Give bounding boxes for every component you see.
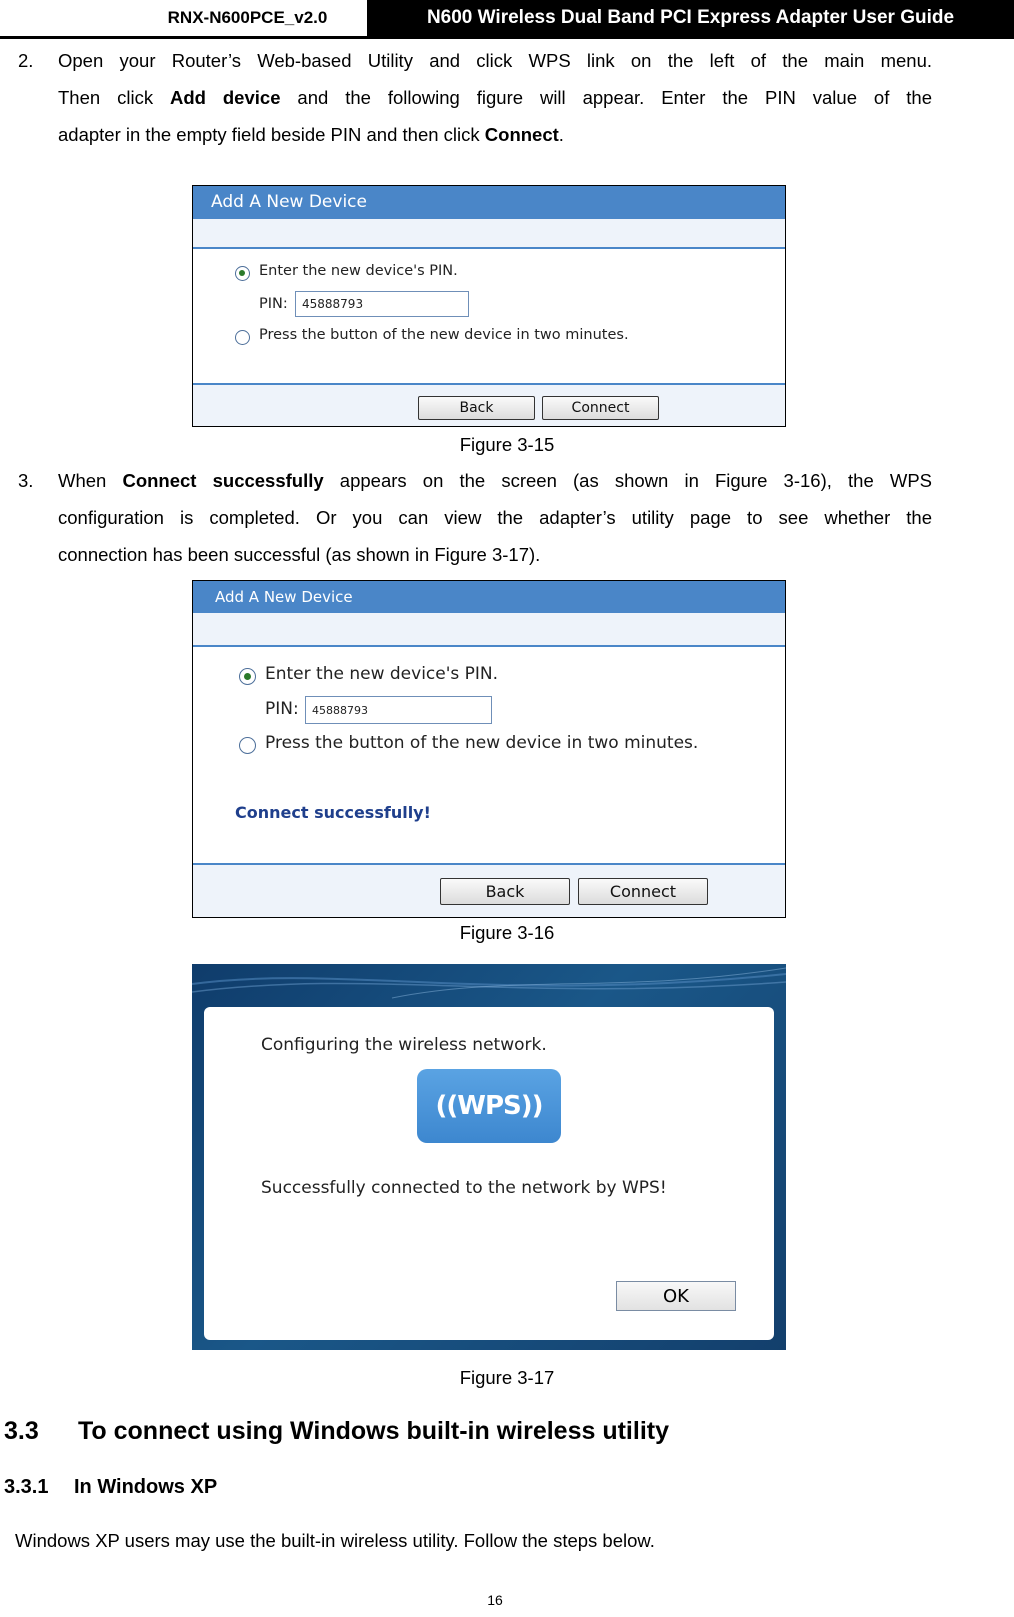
step2-line3 [58,116,932,153]
step2-line2 [58,79,932,116]
step2-text [58,42,932,153]
step3-number: 3. [18,470,34,491]
dialog-panel [204,1007,774,1340]
step2-connect: Connect [484,124,559,145]
header-rule [0,36,1014,39]
dialog-background-waves [192,964,786,1004]
step3-line1-a: When [58,470,123,491]
dialog-success-text: Successfully connected to the network by WPS! [261,1178,667,1198]
figure-3-16-caption: Figure 3-16 [459,922,555,943]
step2-line2-b: and the following figure will appear. Enter the PIN value of the [280,87,932,108]
dialog-configuring-text: Configuring the wireless network. [261,1035,547,1055]
fig16-connect-button[interactable]: Connect [578,878,708,905]
fig16-header: Add A New Device [193,581,785,613]
fig16-back-button[interactable]: Back [440,878,570,905]
step3-text [58,462,932,573]
step2-line3-a: adapter in the empty field beside PIN and then click [58,124,485,145]
step3-line1 [58,462,932,499]
fig16-success-message: Connect successfully! [235,803,431,822]
fig16-pin-input[interactable]: 45888793 [305,696,492,724]
step2-line3-b: . [558,124,564,145]
figure-3-16 [192,580,786,918]
fig15-header: Add A New Device [193,186,785,219]
fig15-radio-pin[interactable] [235,266,250,281]
step3-line1-b: appears on the screen (as shown in Figure 3-16), the WPS [323,470,933,491]
step2-add-device: Add device [170,87,281,108]
figure-3-17-caption: Figure 3-17 [459,1367,555,1388]
page-number: 16 [487,1592,503,1608]
fig15-band [193,219,785,249]
dialog-ok-button[interactable]: OK [616,1281,736,1311]
wps-icon: ((WPS)) [417,1069,561,1143]
header-model: RNX-N600PCE_v2.0 [128,0,367,36]
step2-line1: Open your Router’s Web-based Utility and click WPS link on the left of the main menu. [58,50,932,71]
fig15-connect-button[interactable]: Connect [542,396,659,420]
fig15-option1: Enter the new device's PIN. [259,263,458,279]
figure-3-15-caption: Figure 3-15 [459,434,555,455]
fig16-option1: Enter the new device's PIN. [265,664,499,684]
step3-connect-successfully: Connect successfully [122,470,324,491]
step3-line3: connection has been successful (as shown in Figure 3-17). [58,544,541,565]
subsection-title: In Windows XP [74,1476,218,1498]
fig16-pin-label: PIN: [265,699,299,719]
fig16-band [193,613,785,647]
figure-3-15 [192,185,786,427]
fig15-back-button[interactable]: Back [418,396,535,420]
body-paragraph: Windows XP users may use the built-in wireless utility. Follow the steps below. [15,1530,655,1551]
fig16-option2: Press the button of the new device in two minutes. [265,733,699,753]
section-title: To connect using Windows built-in wireless utility [78,1417,670,1445]
fig16-radio-button[interactable] [239,737,256,754]
subsection-number: 3.3.1 [4,1476,49,1498]
section-number: 3.3 [4,1417,39,1445]
fig15-radio-button[interactable] [235,330,250,345]
figure-3-17-dialog [192,964,786,1350]
step3-line2: configuration is completed. Or you can view the adapter’s utility page to see whether the [58,507,932,528]
fig16-radio-pin[interactable] [239,668,256,685]
fig15-pin-input[interactable]: 45888793 [295,291,469,317]
fig15-option2: Press the button of the new device in two minutes. [259,327,629,343]
fig15-pin-label: PIN: [259,296,288,312]
header-title: N600 Wireless Dual Band PCI Express Adapter User Guide [367,0,1014,36]
step2-line2-a: Then click [58,87,170,108]
step2-number: 2. [18,50,34,71]
